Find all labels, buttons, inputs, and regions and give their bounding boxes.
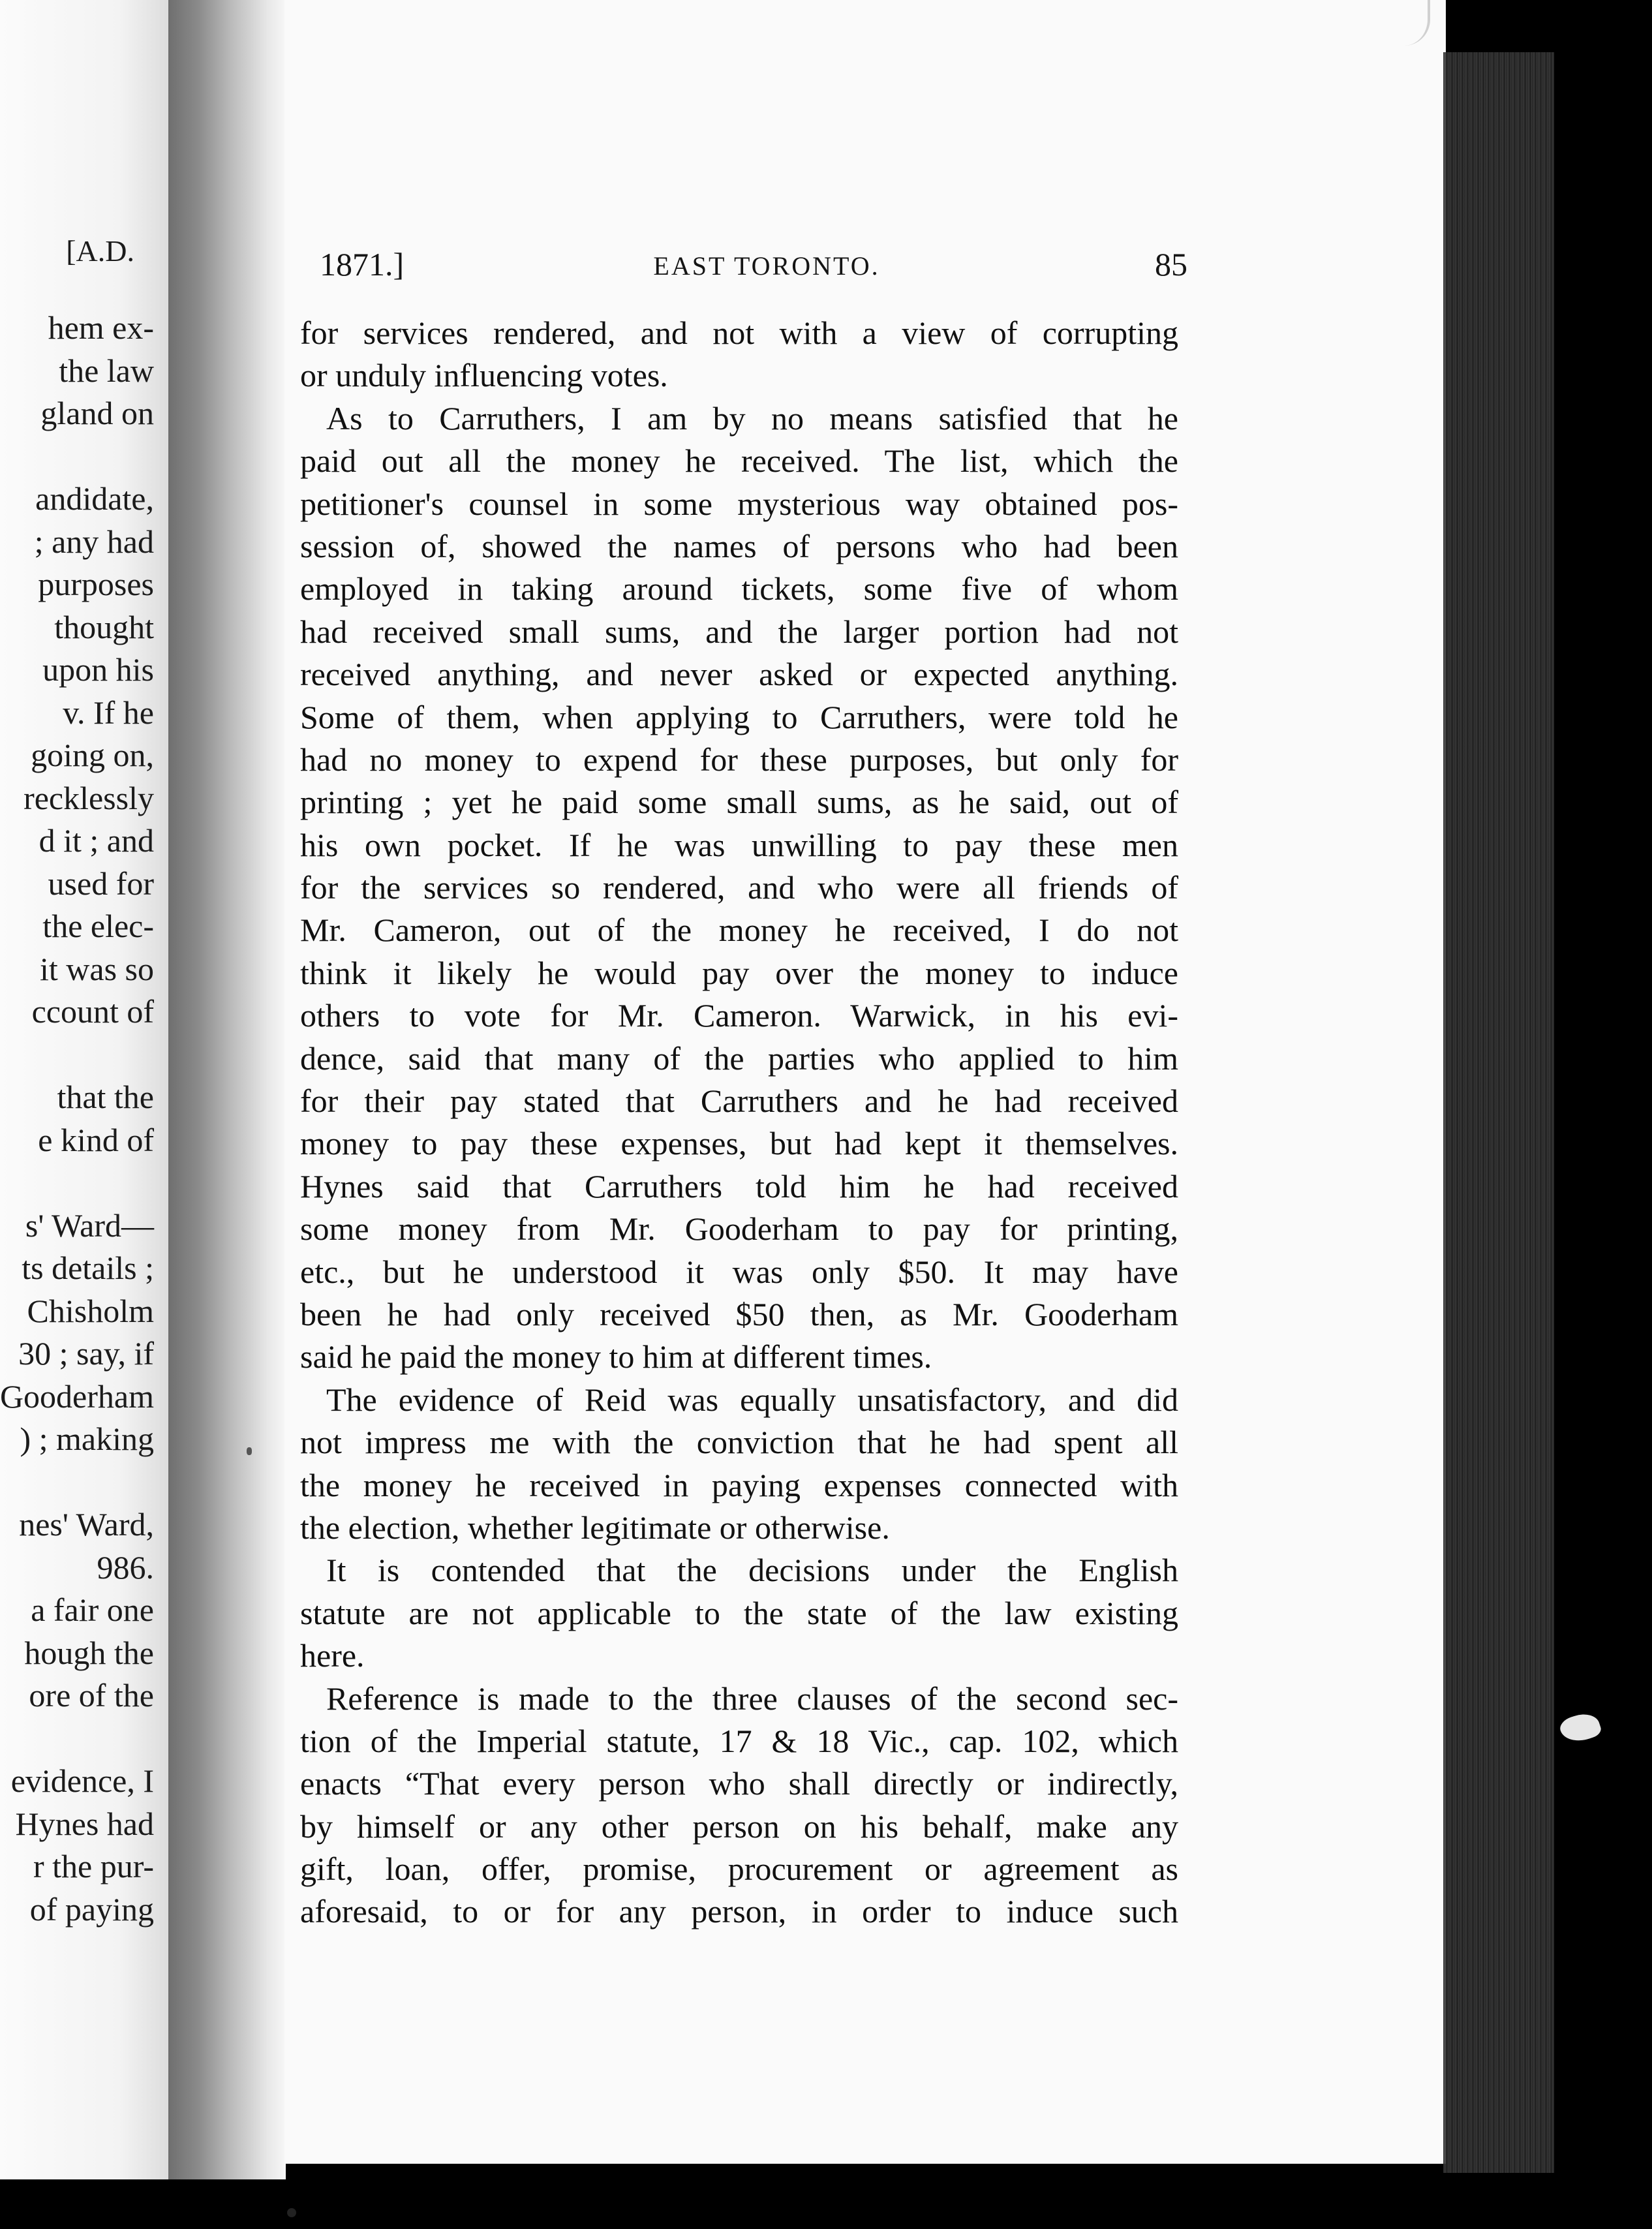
text-line: had no money to expend for these purposes, but only for [300,741,1178,778]
facing-page-line: that the [57,1079,154,1115]
text-line: Some of them, when applying to Carruthers, were told he [300,698,1178,735]
text-line: had received small sums, and the larger portion had not [300,613,1178,650]
facing-page-line: hem ex- [48,309,154,346]
facing-page-line: the elec- [42,908,154,944]
facing-page-line: andidate, [35,480,154,517]
facing-page-line: thought [54,608,154,645]
text-line: aforesaid, to or for any person, in order to induce such [300,1893,1178,1930]
facing-page-line: purposes [38,566,154,602]
facing-page-line: nes' Ward, [19,1506,154,1543]
text-line: by himself or any other person on his behalf, make any [300,1807,1178,1845]
text-line: his own pocket. If he was unwilling to pay these men [300,826,1178,863]
facing-page-line: Gooderham [0,1377,154,1415]
facing-page-line: ) ; making [20,1421,154,1457]
text-line: printing ; yet he paid some small sums, as he said, out of [300,784,1178,821]
text-line: or unduly influencing votes. [300,357,668,394]
running-head-title: EAST TORONTO. [653,251,880,281]
page-edges [1443,52,1554,2173]
facing-page-line [0,1717,154,1760]
facing-page-line: used for [48,865,154,902]
facing-page-line: ore of the [29,1677,154,1714]
facing-page-line: of paying [29,1890,154,1928]
ink-speck [287,2208,296,2217]
text-line: tion of the Imperial statute, 17 & 18 Vic., cap. 102, which [300,1722,1178,1759]
text-line: The evidence of Reid was equally unsatisfactory, and did [326,1381,1178,1418]
facing-page-line: 30 ; say, if [18,1335,154,1372]
text-line: the election, whether legitimate or otherwise. [300,1509,890,1546]
facing-page-line: e kind of [38,1121,154,1158]
facing-page-line: Chisholm [27,1292,154,1329]
facing-page-line: ; any had [34,523,154,560]
facing-page-line: upon his [42,651,154,688]
facing-page-line: ts details ; [22,1250,154,1286]
page-number: 85 [1155,246,1187,283]
text-line: think it likely he would pay over the money to induce [300,954,1178,991]
facing-page-line: a fair one [31,1591,154,1628]
text-line: said he paid the money to him at different times. [300,1338,932,1376]
facing-page-line [0,1034,154,1077]
facing-page-line [0,435,154,478]
running-head-year: 1871.] [320,246,405,283]
facing-page-line: it was so [40,950,154,987]
facing-page-line: v. If he [63,694,154,731]
facing-page-line: s' Ward— [25,1207,154,1244]
text-line: Reference is made to the three clauses of the second sec- [326,1680,1178,1717]
facing-page-text [0,307,154,1931]
facing-page-line: Hynes had [15,1805,154,1842]
book-gutter-shadow [168,0,286,2179]
text-line: the money he received in paying expenses connected with [300,1466,1178,1503]
text-line: It is contended that the decisions under the English [326,1552,1178,1589]
text-line: others to vote for Mr. Cameron. Warwick, in his evi- [300,997,1178,1034]
text-line: statute are not applicable to the state of the law existing [300,1594,1178,1631]
text-line: paid out all the money he received. The list, which the [300,442,1178,480]
text-line: for services rendered, and not with a view of corrupting [300,315,1178,351]
facing-page-line: r the pur- [33,1848,154,1884]
text-line: employed in taking around tickets, some five of whom [300,570,1178,607]
facing-page-line: going on, [31,737,154,773]
text-line: here. [300,1637,365,1674]
page-body-text [300,312,1178,1933]
ink-speck [247,1447,252,1455]
text-line: dence, said that many of the parties who applied to him [300,1039,1178,1077]
running-head [320,245,1187,291]
text-line: money to pay these expenses, but had kept it themselves. [300,1125,1178,1162]
text-line: some money from Mr. Gooderham to pay for printing, [300,1210,1178,1248]
text-line: received anything, and never asked or expected anything. [300,656,1178,693]
text-line: petitioner's counsel in some mysterious way obtained pos- [300,485,1178,522]
text-line: As to Carruthers, I am by no means satisfied that he [326,399,1178,437]
text-line: etc., but he understood it was only $50. It may have [300,1253,1178,1290]
facing-page-line: recklessly [23,779,154,816]
facing-page-line: the law [59,352,154,389]
facing-page-line: evidence, I [10,1762,154,1799]
text-line: been he had only received $50 then, as Mr. Gooderham [300,1295,1178,1332]
text-line: Mr. Cameron, out of the money he received, I do not [300,912,1178,949]
text-line: for the services so rendered, and who were all friends of [300,869,1178,906]
facing-page-line: ccount of [31,993,154,1030]
facing-page-running-head: [A.D. [66,234,134,268]
facing-page-line: d it ; and [38,822,154,859]
facing-page-line: 986. [97,1548,154,1586]
facing-page-fragment [0,0,171,2179]
paper-fleck [1557,1710,1602,1747]
facing-page-line [0,1461,154,1504]
text-line: enacts “That every person who shall directly or indirectly, [300,1765,1178,1802]
text-line: not impress me with the conviction that he had spent all [300,1424,1178,1461]
facing-page-line: hough the [24,1634,154,1671]
text-line: for their pay stated that Carruthers and he had received [300,1083,1178,1120]
facing-page-line: gland on [40,395,154,431]
facing-page-line [0,1161,154,1205]
text-line: Hynes said that Carruthers told him he had received [300,1167,1178,1205]
text-line: session of, showed the names of persons who had been [300,527,1178,564]
text-line: gift, loan, offer, promise, procurement or agreement as [300,1851,1178,1888]
